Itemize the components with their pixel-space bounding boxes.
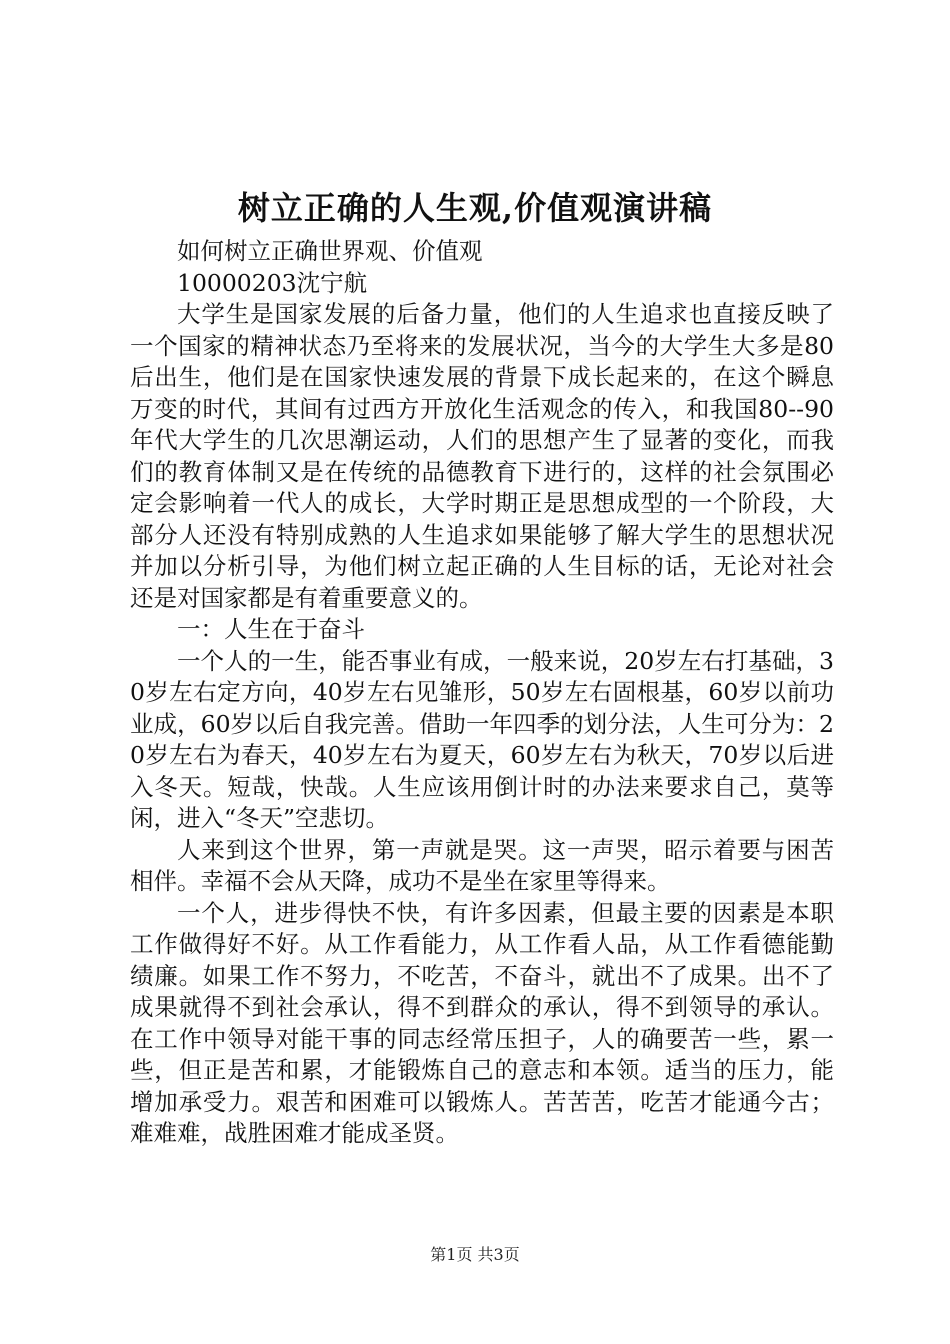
body-paragraph: 人来到这个世界，第一声就是哭。这一声哭，昭示着要与困苦相伴。幸福不会从天降，成功不是坐在家里等得来。 [130,835,834,895]
document-body [130,236,834,1150]
body-paragraph: 一个人的一生，能否事业有成，一般来说，20岁左右打基础，30岁左右定方向，40岁左右见雏形，50岁左右固根基，60岁以前功业成，60岁以后自我完善。借助一年四季的划分法，人生可分为：20岁左右为春天，40岁左右为夏天，60岁左右为秋天，70岁以后进入冬天。短哉，快哉。人生应该用倒计时的办法来要求自己，莫等闲，进入“冬天”空悲切。 [130,646,834,832]
subtitle-paragraph: 如何树立正确世界观、价值观 [177,237,483,265]
document-title: 树立正确的人生观,价值观演讲稿 [237,189,713,227]
author-line: 10000203沈宁航 [177,268,368,297]
section-heading: 一：人生在于奋斗 [177,615,365,643]
page-number-footer: 第1页 共3页 [430,1245,520,1264]
body-paragraph: 大学生是国家发展的后备力量，他们的人生追求也直接反映了一个国家的精神状态乃至将来的发展状况，当今的大学生大多是80后出生，他们是在国家快速发展的背景下成长起来的，在这个瞬息万变的时代，其间有过西方开放化生活观念的传入，和我国80--90年代大学生的几次思潮运动，人们的思想产生了显著的变化，而我们的教育体制又是在传统的品德教育下进行的，这样的社会氛围必定会影响着一代人的成长，大学时期正是思想成型的一个阶段，大部分人还没有特别成熟的人生追求如果能够了解大学生的思想状况并加以分析引导，为他们树立起正确的人生目标的话，无论对社会还是对国家都是有着重要意义的。 [130,300,834,612]
body-paragraph: 一个人，进步得快不快，有许多因素，但最主要的因素是本职工作做得好不好。从工作看能力，从工作看人品，从工作看德能勤绩廉。如果工作不努力，不吃苦，不奋斗，就出不了成果。出不了成果就得不到社会承认，得不到群众的承认，得不到领导的承认。在工作中领导对能干事的同志经常压担子，人的确要苦一些，累一些，但正是苦和累，才能锻炼自己的意志和本领。适当的压力，能增加承受力。艰苦和困难可以锻炼人。苦苦苦，吃苦才能通今古；难难难，战胜困难才能成圣贤。 [130,898,834,1147]
